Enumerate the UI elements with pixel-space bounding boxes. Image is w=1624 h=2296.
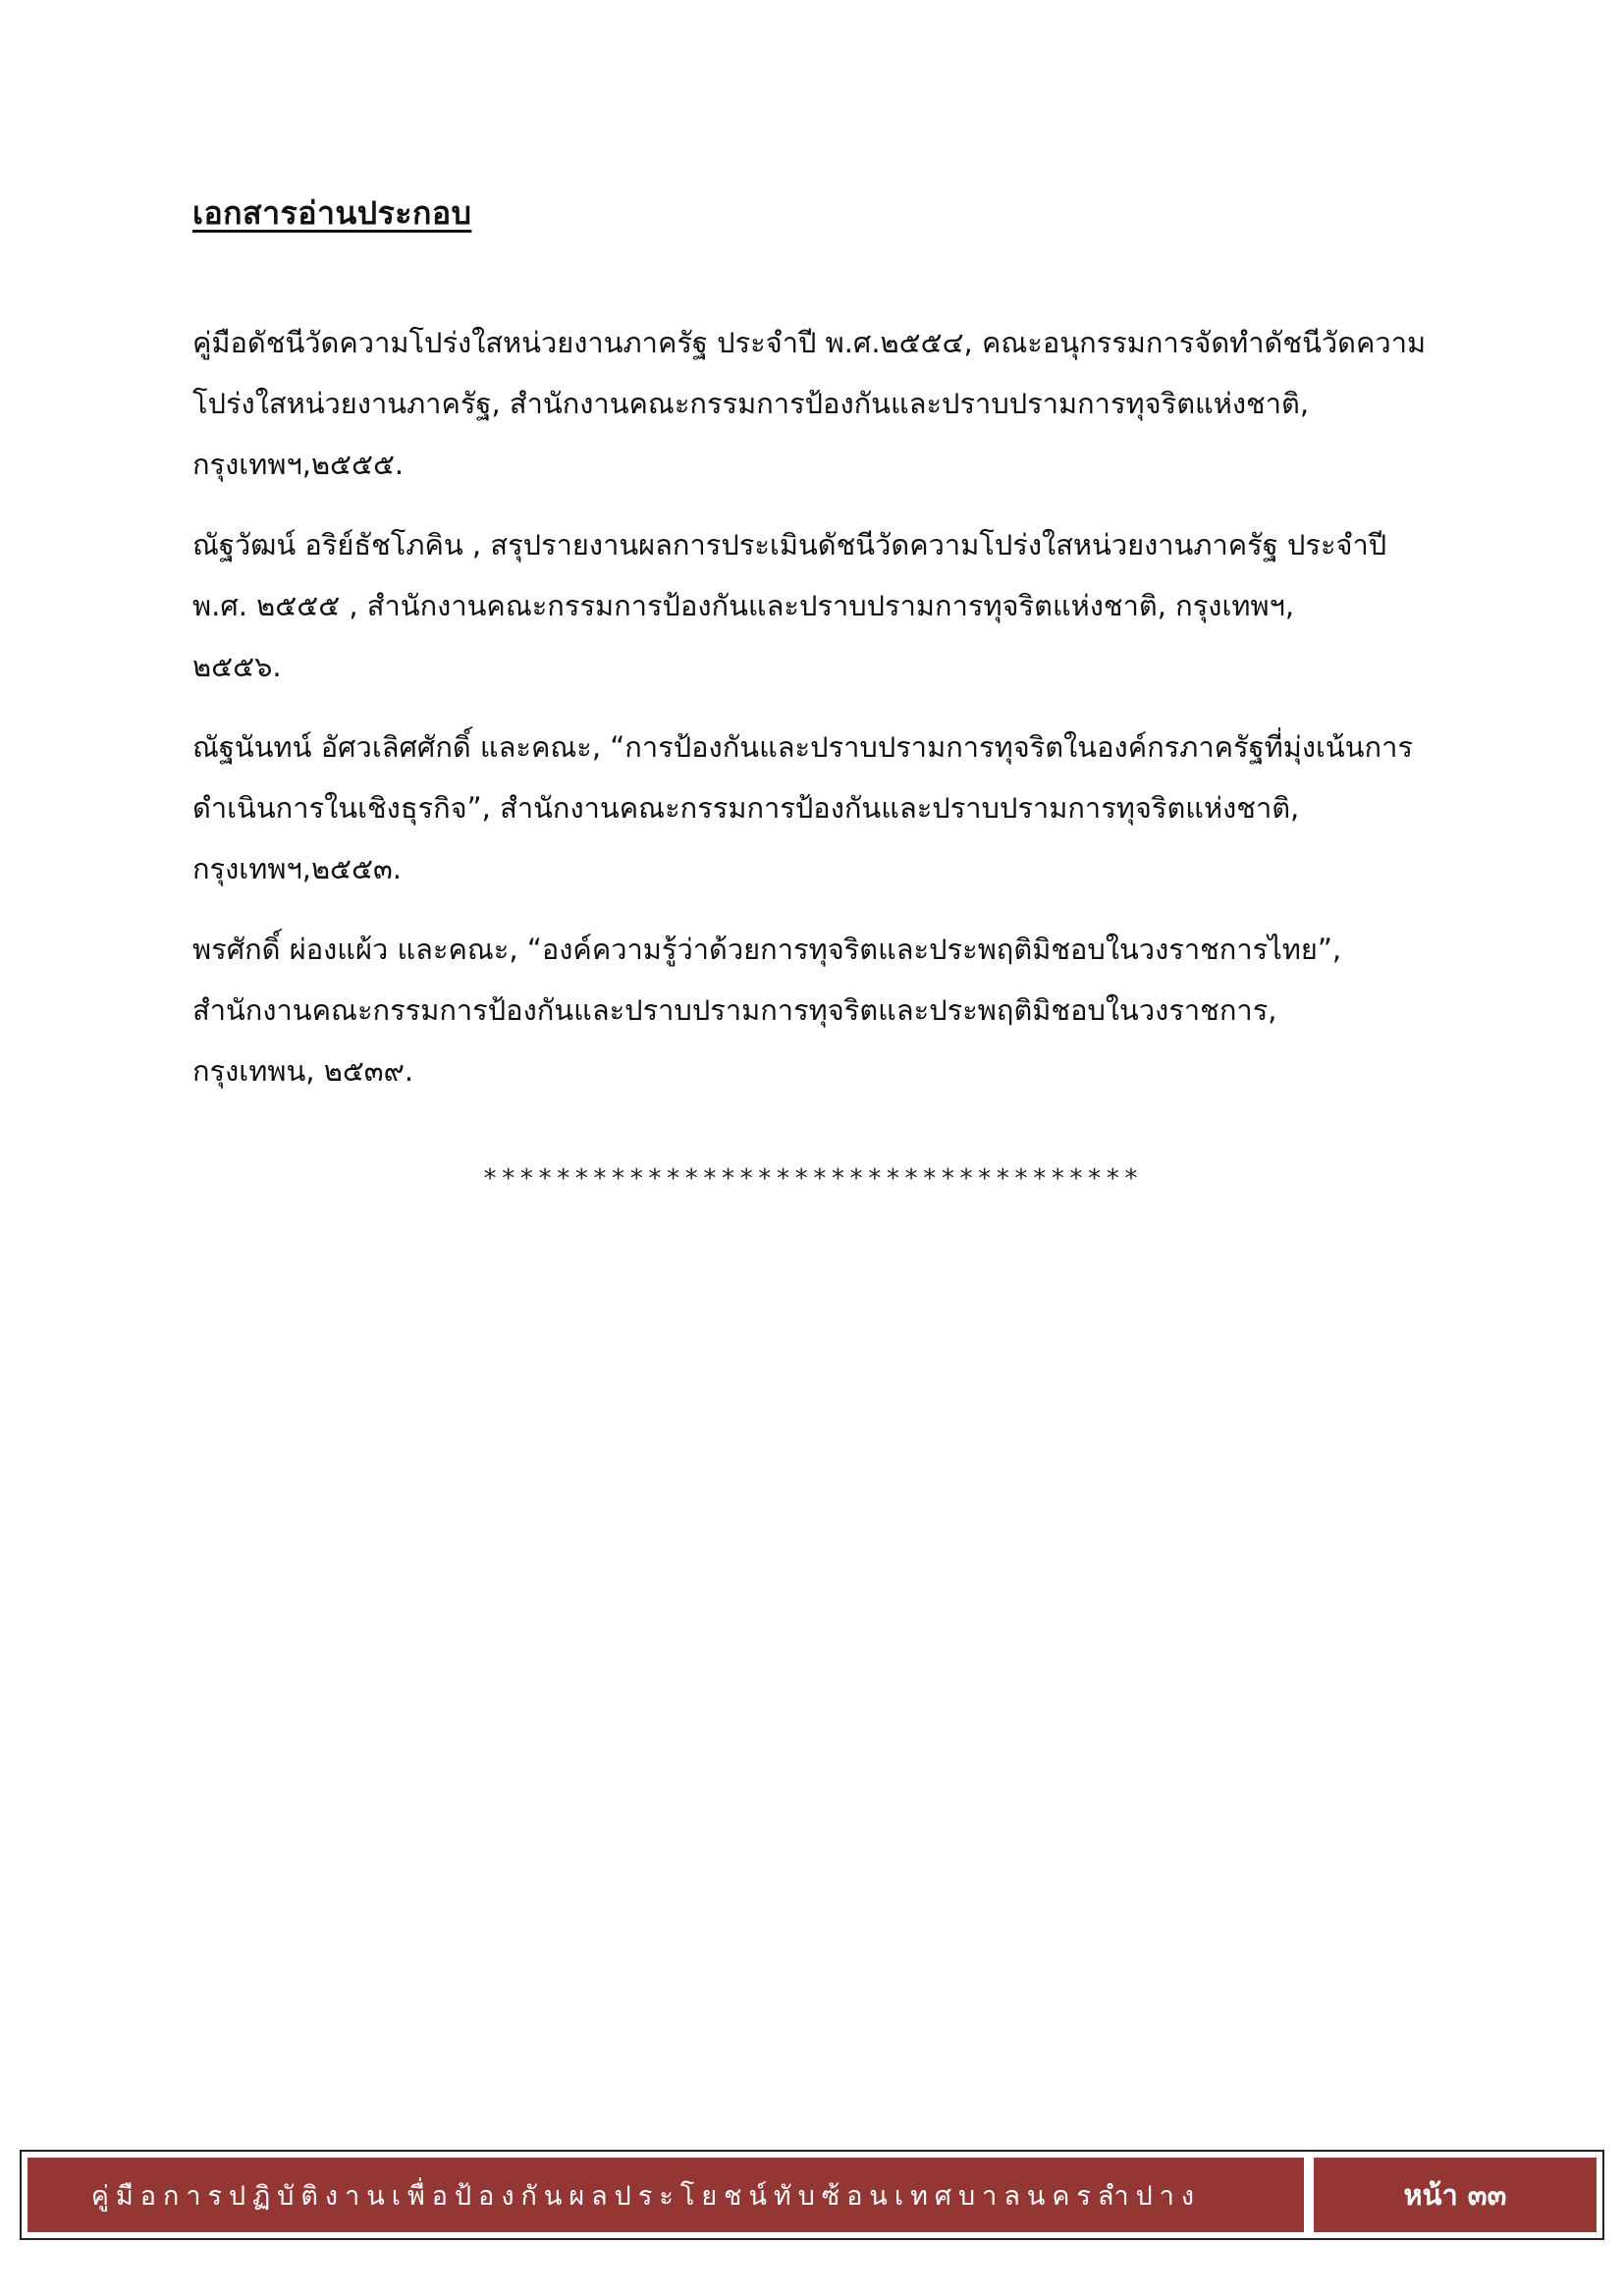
footer-title: คู่มือการปฏิบัติงานเพื่อป้องกันผลประโยชน์ทับซ้อนเทศบาลนครลำปาง: [27, 2158, 1304, 2232]
reference-item: [192, 514, 1479, 697]
reference-line: สำนักงานคณะกรรมการป้องกันและปราบปรามการทุจริตและประพฤติมิชอบในวงราชการ,: [192, 993, 1277, 1027]
page-number: ๓๓: [1467, 2178, 1507, 2212]
reference-line: กรุงเทพฯ,๒๕๕๕.: [192, 448, 405, 481]
reference-line: พ.ศ. ๒๕๕๕ , สำนักงานคณะกรรมการป้องกันและปราบปรามการทุจริตแห่งชาติ, กรุงเทพฯ,: [192, 589, 1295, 622]
reference-item: [192, 919, 1479, 1101]
reference-item: [192, 717, 1479, 899]
section-separator: ************************************: [482, 1164, 1142, 1194]
reference-line: กรุงเทพน, ๒๕๓๙.: [192, 1054, 414, 1088]
page-heading: เอกสารอ่านประกอบ: [192, 194, 472, 232]
footer-page-number: [1314, 2158, 1597, 2232]
reference-line: คู่มือดัชนีวัดความโปร่งใสหน่วยงานภาครัฐ ประจำปี พ.ศ.๒๕๕๔, คณะอนุกรรมการจัดทำดัชนีวัดความ: [192, 326, 1427, 359]
reference-list: [192, 312, 1479, 1121]
reference-line: โปร่งใสหน่วยงานภาครัฐ, สำนักงานคณะกรรมการป้องกันและปราบปรามการทุจริตแห่งชาติ,: [192, 387, 1310, 420]
reference-line: พรศักดิ์ ผ่องแผ้ว และคณะ, “องค์ความรู้ว่าด้วยการทุจริตและประพฤติมิชอบในวงราชการไทย”,: [192, 933, 1342, 966]
reference-line: ณัฐนันทน์ อัศวเลิศศักดิ์ และคณะ, “การป้องกันและปราบปรามการทุจริตในองค์กรภาครัฐที่มุ่งเน้นการ: [192, 730, 1413, 764]
reference-item: [192, 312, 1479, 495]
page-label: หน้า: [1403, 2178, 1458, 2212]
reference-line: กรุงเทพฯ,๒๕๕๓.: [192, 852, 402, 885]
reference-line: ดำเนินการในเชิงธุรกิจ”, สำนักงานคณะกรรมการป้องกันและปราบปรามการทุจริตแห่งชาติ,: [192, 791, 1300, 825]
reference-line: ๒๕๕๖.: [192, 650, 282, 683]
reference-line: ณัฐวัฒน์ อริย์ธัชโภคิน , สรุปรายงานผลการประเมินดัชนีวัดความโปร่งใสหน่วยงานภาครัฐ ประจำปี: [192, 528, 1387, 561]
